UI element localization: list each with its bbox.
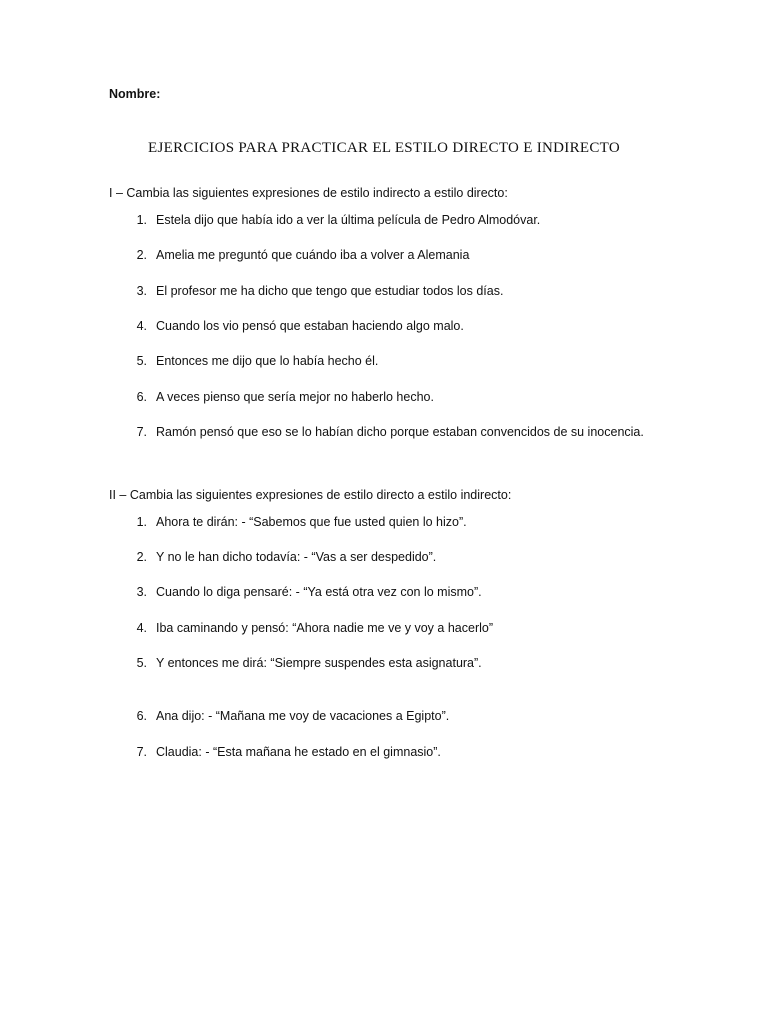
item-text: Estela dijo que había ido a ver la última película de Pedro Almodóvar.	[156, 213, 541, 227]
item-text: Entonces me dijo que lo había hecho él.	[156, 354, 379, 368]
item-number: 1.	[136, 213, 147, 227]
section-1-heading: I – Cambia las siguientes expresiones de estilo indirecto a estilo directo:	[109, 186, 508, 200]
item-number: 7.	[136, 745, 147, 759]
item-text: Ramón pensó que eso se lo habían dicho porque estaban convencidos de su inocencia.	[156, 425, 644, 439]
item-text: El profesor me ha dicho que tengo que estudiar todos los días.	[156, 284, 504, 298]
item-text: Ana dijo: - “Mañana me voy de vacaciones a Egipto”.	[156, 709, 450, 723]
item-number: 4.	[136, 621, 147, 635]
item-number: 5.	[136, 656, 147, 670]
item-number: 6.	[136, 709, 147, 723]
item-number: 2.	[136, 248, 147, 262]
item-number: 3.	[136, 585, 147, 599]
item-number: 3.	[136, 284, 147, 298]
item-number: 6.	[136, 390, 147, 404]
item-number: 2.	[136, 550, 147, 564]
item-text: Cuando lo diga pensaré: - “Ya está otra vez con lo mismo”.	[156, 585, 482, 599]
item-text: A veces pienso que sería mejor no haberlo hecho.	[156, 390, 434, 404]
item-number: 5.	[136, 354, 147, 368]
item-text: Claudia: - “Esta mañana he estado en el gimnasio”.	[156, 745, 441, 759]
section-2-heading: II – Cambia las siguientes expresiones de estilo directo a estilo indirecto:	[109, 488, 512, 502]
item-text: Y entonces me dirá: “Siempre suspendes esta asignatura”.	[156, 656, 482, 670]
item-number: 4.	[136, 319, 147, 333]
item-text: Iba caminando y pensó: “Ahora nadie me ve y voy a hacerlo”	[156, 621, 493, 635]
item-text: Amelia me preguntó que cuándo iba a volver a Alemania	[156, 248, 470, 262]
item-text: Ahora te dirán: - “Sabemos que fue usted quien lo hizo”.	[156, 515, 467, 529]
item-text: Y no le han dicho todavía: - “Vas a ser despedido”.	[156, 550, 437, 564]
item-number: 1.	[136, 515, 147, 529]
item-number: 7.	[136, 425, 147, 439]
name-label: Nombre:	[109, 87, 161, 101]
page-title: EJERCICIOS PARA PRACTICAR EL ESTILO DIRECTO E INDIRECTO	[148, 140, 620, 156]
item-text: Cuando los vio pensó que estaban haciendo algo malo.	[156, 319, 464, 333]
